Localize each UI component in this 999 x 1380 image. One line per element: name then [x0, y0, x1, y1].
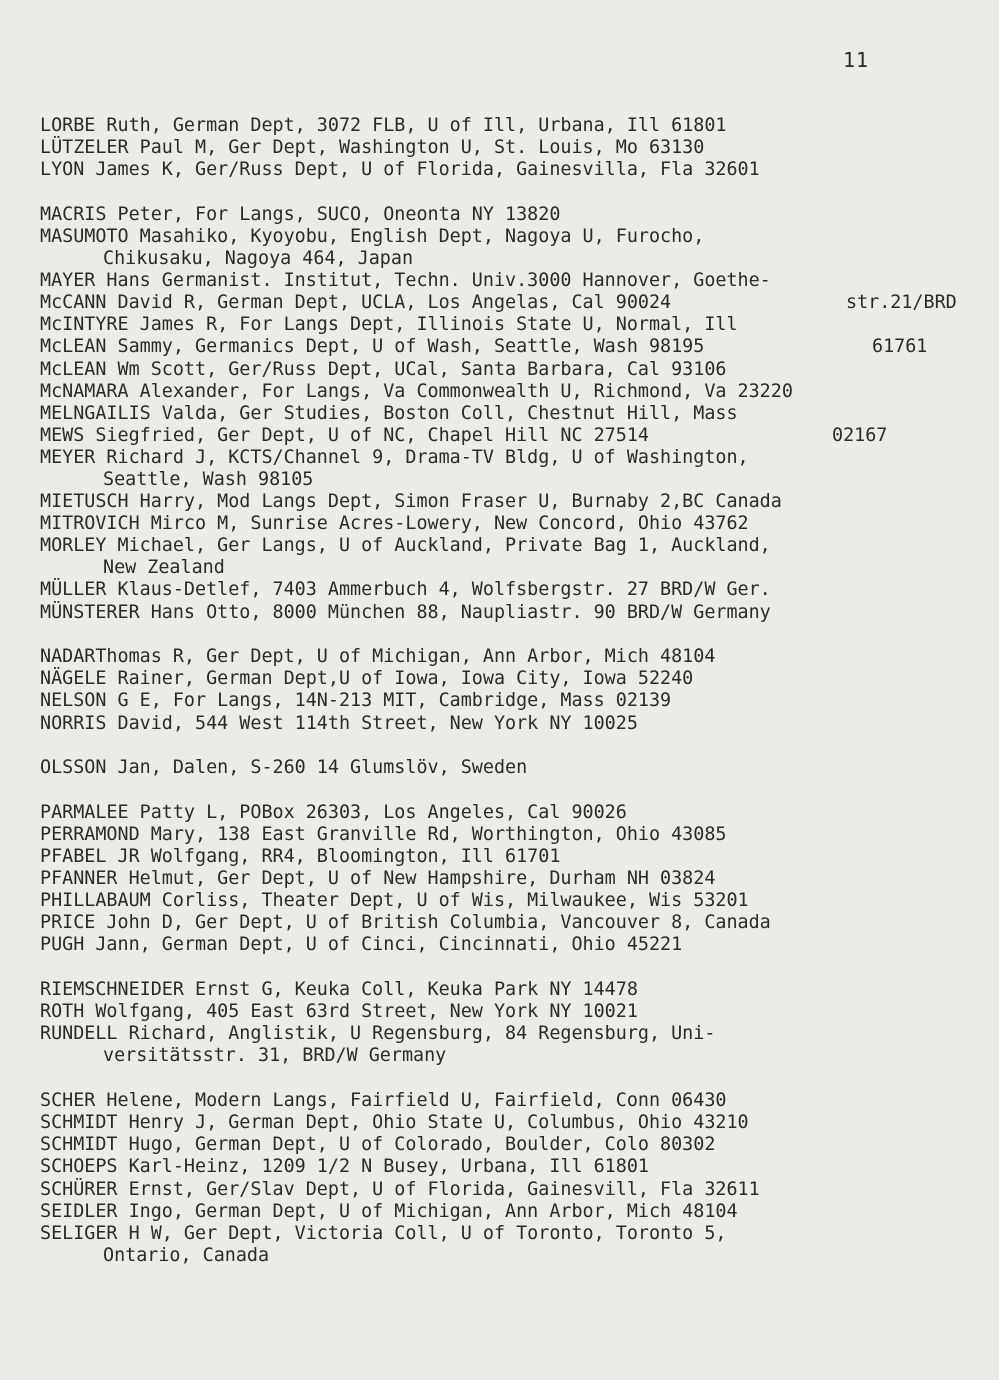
directory-group-p: [40, 802, 975, 957]
directory-group-l: [40, 115, 975, 181]
directory-entry: [40, 115, 975, 137]
directory-entry: [40, 646, 975, 668]
entry-line: PUGH Jann, German Dept, U of Cinci, Cincinnati, Ohio 45221: [40, 934, 683, 956]
entry-line: McCANN David R, German Dept, UCLA, Los Angelas, Cal 90024: [40, 292, 672, 314]
directory-entry: [40, 713, 975, 735]
directory-entry: [40, 513, 975, 535]
address-directory: [40, 115, 975, 1289]
entry-continuation: Chikusaku, Nagoya 464, Japan: [103, 248, 414, 270]
entry-line: McINTYRE James R, For Langs Dept, Illinois State U, Normal, Ill: [40, 314, 738, 336]
directory-entry: [40, 690, 975, 712]
directory-entry: [40, 359, 975, 381]
directory-entry: [40, 204, 975, 226]
entry-line: SCHOEPS Karl-Heinz, 1209 1/2 N Busey, Urbana, Ill 61801: [40, 1156, 649, 1178]
directory-entry: [40, 1001, 975, 1023]
entry-line: ROTH Wolfgang, 405 East 63rd Street, New York NY 10021: [40, 1001, 638, 1023]
directory-entry: [40, 336, 975, 358]
entry-line: NADARThomas R, Ger Dept, U of Michigan, Ann Arbor, Mich 48104: [40, 646, 716, 668]
directory-entry: [40, 802, 975, 824]
entry-line: MACRIS Peter, For Langs, SUCO, Oneonta NY 13820: [40, 203, 561, 225]
entry-line: MÜNSTERER Hans Otto, 8000 München 88, Naupliastr. 90 BRD/W Germany: [40, 601, 771, 623]
entry-line: PHILLABAUM Corliss, Theater Dept, U of Wis, Milwaukee, Wis 53201: [40, 890, 749, 912]
directory-entry: [40, 226, 975, 270]
margin-note: 61761: [872, 336, 928, 358]
entry-line: LÜTZELER Paul M, Ger Dept, Washington U, St. Louis, Mo 63130: [40, 137, 705, 159]
directory-entry: [40, 1223, 975, 1267]
directory-group-r: [40, 979, 975, 1067]
entry-line: SCHMIDT Hugo, German Dept, U of Colorado, Boulder, Colo 80302: [40, 1134, 716, 1156]
entry-line: MAYER Hans Germanist. Institut, Techn. Univ.3000 Hannover, Goethe-: [40, 270, 771, 292]
entry-line: PARMALEE Patty L, POBox 26303, Los Angeles, Cal 90026: [40, 801, 627, 823]
directory-entry: [40, 890, 975, 912]
entry-line: MIETUSCH Harry, Mod Langs Dept, Simon Fraser U, Burnaby 2,BC Canada: [40, 491, 782, 513]
directory-entry: [40, 292, 975, 314]
entry-line: RUNDELL Richard, Anglistik, U Regensburg, 84 Regensburg, Uni-: [40, 1023, 716, 1045]
directory-entry: [40, 491, 975, 513]
entry-line: OLSSON Jan, Dalen, S-260 14 Glumslöv, Sweden: [40, 757, 528, 779]
entry-line: MELNGAILIS Valda, Ger Studies, Boston Coll, Chestnut Hill, Mass: [40, 402, 738, 424]
entry-continuation: New Zealand: [103, 557, 225, 579]
entry-line: MEWS Siegfried, Ger Dept, U of NC, Chapel Hill NC 27514: [40, 424, 649, 446]
directory-entry: [40, 1179, 975, 1201]
directory-entry: [40, 137, 975, 159]
entry-line: McLEAN Wm Scott, Ger/Russ Dept, UCal, Santa Barbara, Cal 93106: [40, 358, 727, 380]
entry-line: MASUMOTO Masahiko, Kyoyobu, English Dept, Nagoya U, Furocho,: [40, 225, 705, 247]
directory-entry: [40, 447, 975, 491]
directory-entry: [40, 381, 975, 403]
directory-entry: [40, 912, 975, 934]
entry-line: McLEAN Sammy, Germanics Dept, U of Wash, Seattle, Wash 98195: [40, 336, 705, 358]
directory-entry: [40, 602, 975, 624]
entry-line: LYON James K, Ger/Russ Dept, U of Florida, Gainesvilla, Fla 32601: [40, 159, 760, 181]
directory-entry: [40, 535, 975, 579]
entry-line: SELIGER H W, Ger Dept, Victoria Coll, U of Toronto, Toronto 5,: [40, 1222, 727, 1244]
entry-line: SCHMIDT Henry J, German Dept, Ohio State U, Columbus, Ohio 43210: [40, 1112, 749, 1134]
directory-entry: [40, 824, 975, 846]
directory-entry: [40, 314, 975, 336]
entry-continuation: Ontario, Canada: [103, 1244, 270, 1266]
margin-note: str.21/BRD: [846, 292, 957, 314]
directory-group-o: [40, 757, 975, 779]
entry-line: NORRIS David, 544 West 114th Street, New York NY 10025: [40, 712, 638, 734]
directory-entry: [40, 979, 975, 1001]
directory-entry: [40, 1134, 975, 1156]
directory-entry: [40, 668, 975, 690]
entry-line: SEIDLER Ingo, German Dept, U of Michigan, Ann Arbor, Mich 48104: [40, 1200, 738, 1222]
directory-entry: [40, 1090, 975, 1112]
entry-line: MEYER Richard J, KCTS/Channel 9, Drama-TV Bldg, U of Washington,: [40, 446, 749, 468]
directory-group-m: [40, 204, 975, 624]
entry-line: MÜLLER Klaus-Detlef, 7403 Ammerbuch 4, Wolfsbergstr. 27 BRD/W Ger.: [40, 579, 771, 601]
directory-entry: [40, 159, 975, 181]
entry-line: PERRAMOND Mary, 138 East Granville Rd, Worthington, Ohio 43085: [40, 824, 727, 845]
directory-entry: [40, 868, 975, 890]
page-number: 11: [843, 48, 870, 72]
directory-group-n: [40, 646, 975, 734]
directory-entry: [40, 1112, 975, 1134]
entry-line: MORLEY Michael, Ger Langs, U of Auckland, Private Bag 1, Auckland,: [40, 535, 771, 557]
directory-entry: [40, 425, 975, 447]
entry-line: PFABEL JR Wolfgang, RR4, Bloomington, Ill 61701: [40, 846, 561, 868]
directory-entry: [40, 270, 975, 292]
directory-entry: [40, 846, 975, 868]
directory-group-s: [40, 1090, 975, 1267]
directory-entry: [40, 757, 975, 779]
entry-continuation: Seattle, Wash 98105: [103, 469, 314, 490]
margin-note: 02167: [832, 424, 888, 446]
entry-line: NÄGELE Rainer, German Dept,U of Iowa, Iowa City, Iowa 52240: [40, 668, 694, 690]
entry-line: PFANNER Helmut, Ger Dept, U of New Hampshire, Durham NH 03824: [40, 868, 716, 890]
entry-line: SCHÜRER Ernst, Ger/Slav Dept, U of Florida, Gainesvill, Fla 32611: [40, 1178, 760, 1200]
entry-line: SCHER Helene, Modern Langs, Fairfield U, Fairfield, Conn 06430: [40, 1090, 727, 1112]
entry-line: McNAMARA Alexander, For Langs, Va Commonwealth U, Richmond, Va 23220: [40, 380, 793, 402]
directory-entry: [40, 934, 975, 956]
entry-line: RIEMSCHNEIDER Ernst G, Keuka Coll, Keuka Park NY 14478: [40, 979, 638, 1001]
entry-line: NELSON G E, For Langs, 14N-213 MIT, Cambridge, Mass 02139: [40, 690, 672, 712]
directory-entry: [40, 1156, 975, 1178]
directory-entry: [40, 403, 975, 425]
entry-line: LORBE Ruth, German Dept, 3072 FLB, U of Ill, Urbana, Ill 61801: [40, 115, 727, 136]
directory-entry: [40, 1023, 975, 1067]
directory-entry: [40, 579, 975, 601]
directory-entry: [40, 1201, 975, 1223]
entry-continuation: versitätsstr. 31, BRD/W Germany: [103, 1045, 447, 1067]
entry-line: PRICE John D, Ger Dept, U of British Columbia, Vancouver 8, Canada: [40, 912, 771, 934]
entry-line: MITROVICH Mirco M, Sunrise Acres-Lowery, New Concord, Ohio 43762: [40, 513, 749, 535]
